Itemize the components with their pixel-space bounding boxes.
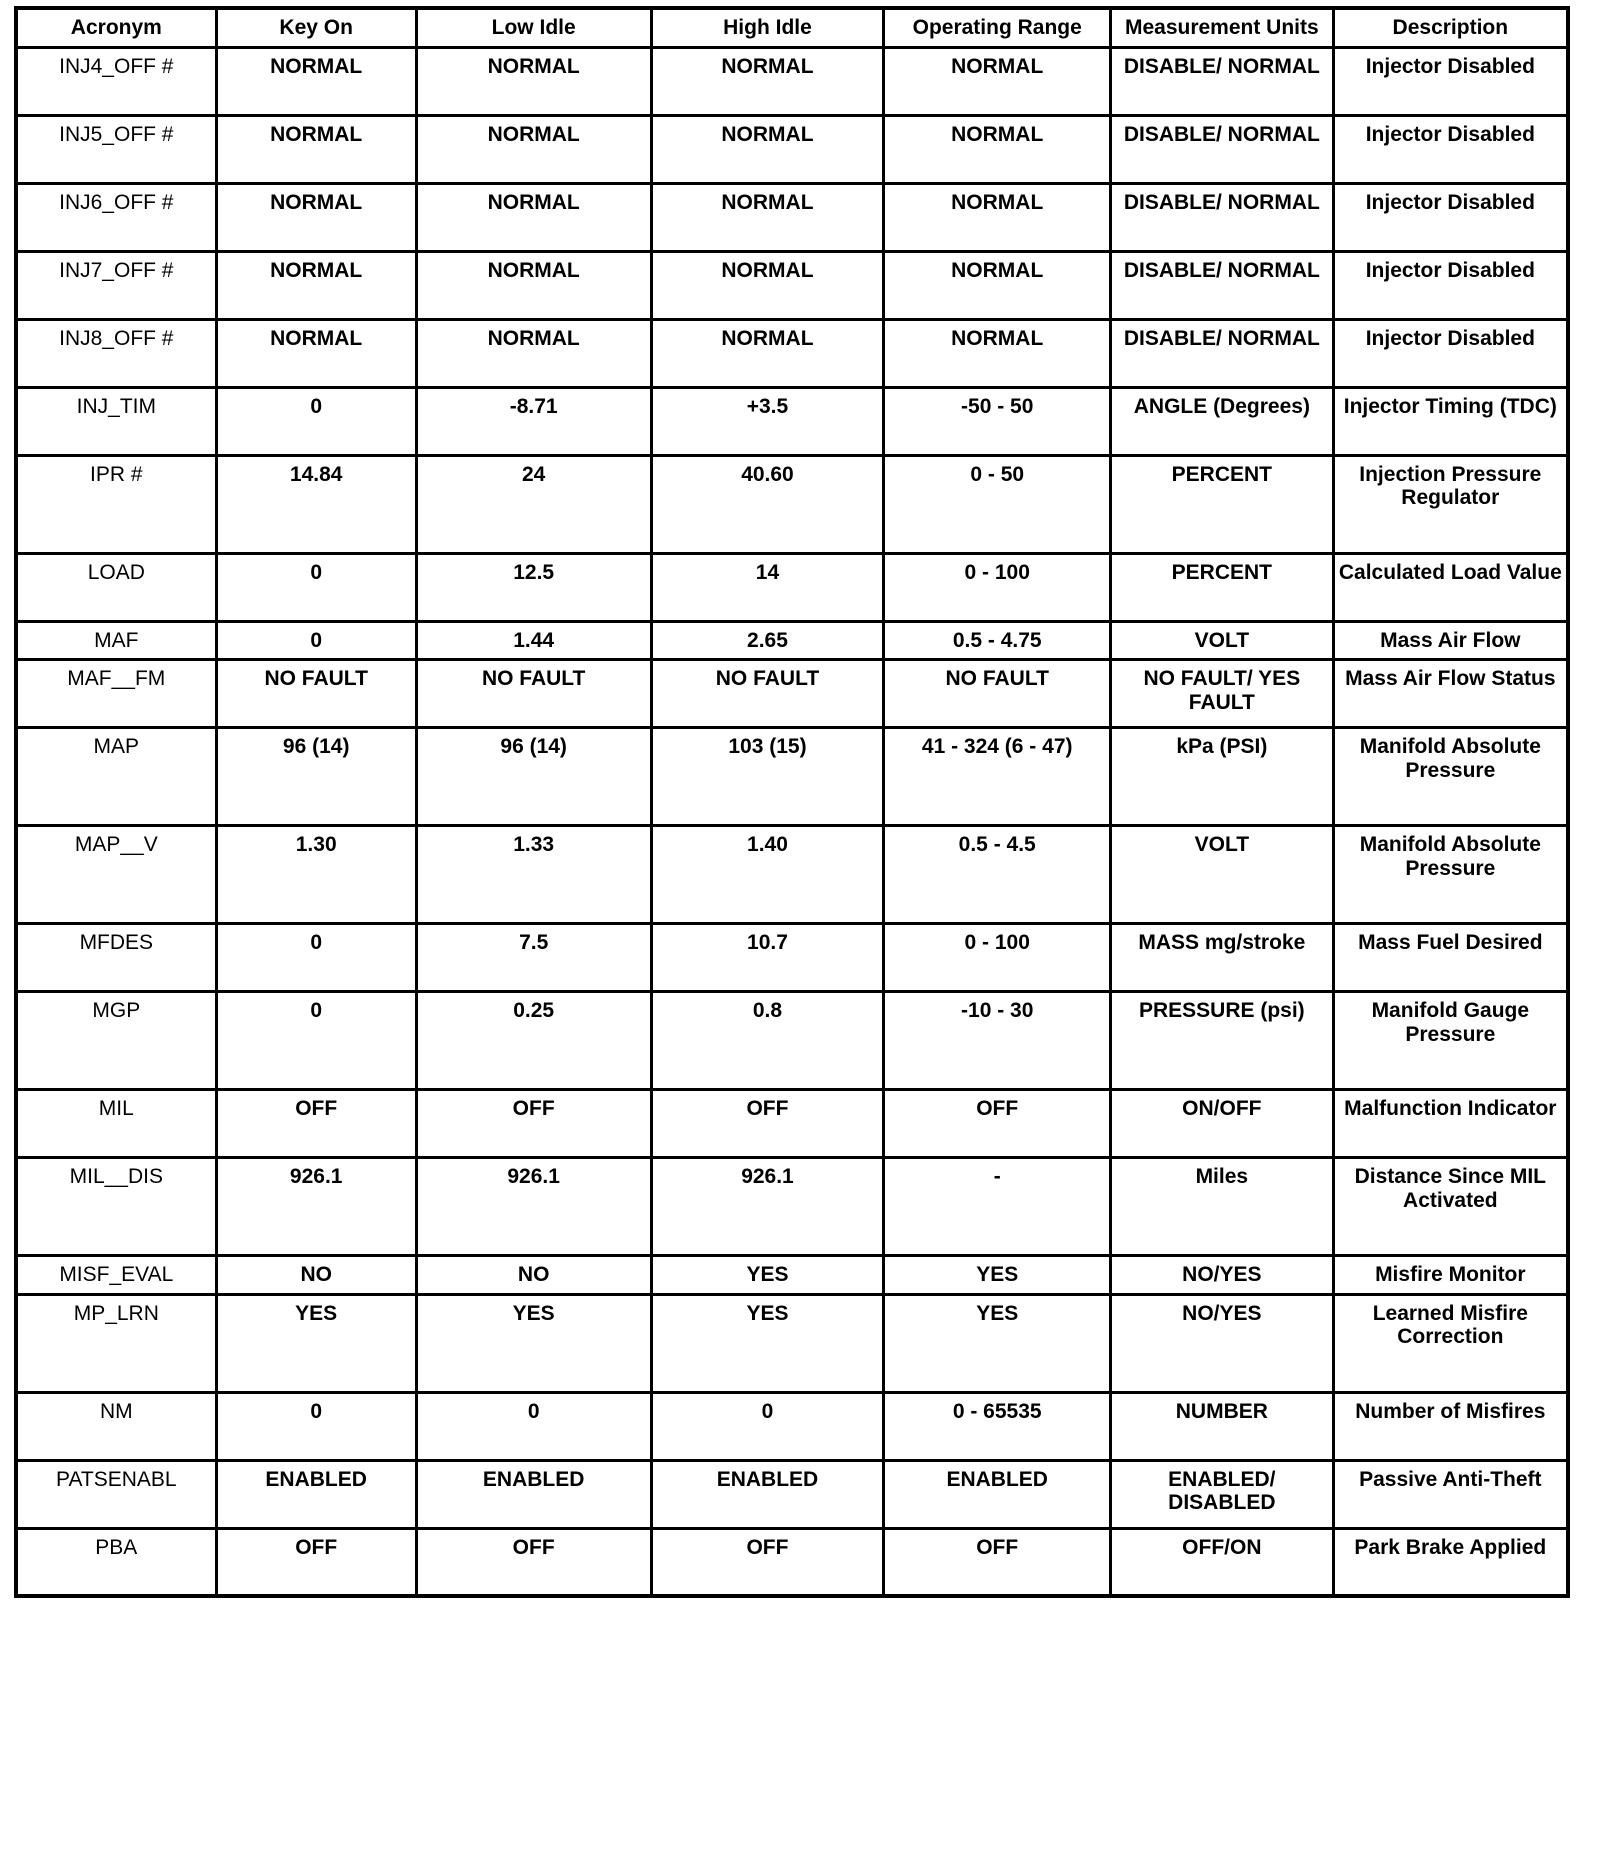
table-row [16, 1528, 1568, 1596]
table-row [16, 319, 1568, 387]
cell-high-idle: 103 (15) [651, 728, 884, 826]
cell-low-idle: 1.33 [416, 826, 651, 924]
cell-measurement-units: PERCENT [1111, 553, 1334, 621]
cell-key-on: 0 [216, 553, 416, 621]
cell-high-idle: 1.40 [651, 826, 884, 924]
cell-operating-range: 0.5 - 4.75 [884, 621, 1111, 660]
table-row [16, 621, 1568, 660]
cell-acronym: IPR # [16, 455, 216, 553]
table-row [16, 115, 1568, 183]
table-header [16, 8, 1568, 47]
table-row [16, 553, 1568, 621]
cell-acronym: INJ5_OFF # [16, 115, 216, 183]
column-header-measurement-units: Measurement Units [1111, 8, 1334, 47]
cell-acronym: MGP [16, 992, 216, 1090]
table-row [16, 1392, 1568, 1460]
cell-description: Injector Disabled [1333, 115, 1568, 183]
cell-operating-range: -50 - 50 [884, 387, 1111, 455]
cell-measurement-units: kPa (PSI) [1111, 728, 1334, 826]
cell-high-idle: YES [651, 1294, 884, 1392]
cell-operating-range: OFF [884, 1528, 1111, 1596]
cell-acronym: MIL__DIS [16, 1158, 216, 1256]
column-header-high-idle: High Idle [651, 8, 884, 47]
cell-measurement-units: Miles [1111, 1158, 1334, 1256]
cell-operating-range: NORMAL [884, 251, 1111, 319]
cell-measurement-units: DISABLE/ NORMAL [1111, 183, 1334, 251]
cell-key-on: NO [216, 1256, 416, 1295]
cell-acronym: INJ_TIM [16, 387, 216, 455]
cell-description: Learned Misfire Correction [1333, 1294, 1568, 1392]
cell-operating-range: NORMAL [884, 115, 1111, 183]
cell-acronym: MISF_EVAL [16, 1256, 216, 1295]
cell-low-idle: 12.5 [416, 553, 651, 621]
cell-high-idle: NORMAL [651, 251, 884, 319]
cell-description: Injector Disabled [1333, 319, 1568, 387]
cell-key-on: NORMAL [216, 251, 416, 319]
cell-measurement-units: VOLT [1111, 621, 1334, 660]
cell-high-idle: ENABLED [651, 1460, 884, 1528]
cell-key-on: 926.1 [216, 1158, 416, 1256]
cell-low-idle: YES [416, 1294, 651, 1392]
cell-description: Injector Disabled [1333, 183, 1568, 251]
cell-operating-range: 0 - 100 [884, 553, 1111, 621]
cell-measurement-units: DISABLE/ NORMAL [1111, 319, 1334, 387]
table-row [16, 1460, 1568, 1528]
cell-acronym: MAF [16, 621, 216, 660]
cell-operating-range: 0 - 65535 [884, 1392, 1111, 1460]
cell-low-idle: NORMAL [416, 183, 651, 251]
cell-high-idle: NORMAL [651, 183, 884, 251]
cell-low-idle: 96 (14) [416, 728, 651, 826]
cell-acronym: NM [16, 1392, 216, 1460]
cell-high-idle: 2.65 [651, 621, 884, 660]
cell-key-on: NORMAL [216, 115, 416, 183]
cell-low-idle: NORMAL [416, 115, 651, 183]
cell-key-on: YES [216, 1294, 416, 1392]
table-row [16, 924, 1568, 992]
cell-key-on: NO FAULT [216, 660, 416, 728]
table-row [16, 251, 1568, 319]
cell-operating-range: 0 - 100 [884, 924, 1111, 992]
cell-high-idle: 0 [651, 1392, 884, 1460]
cell-acronym: MAP [16, 728, 216, 826]
column-header-acronym: Acronym [16, 8, 216, 47]
cell-acronym: LOAD [16, 553, 216, 621]
cell-description: Injection Pressure Regulator [1333, 455, 1568, 553]
cell-key-on: 0 [216, 992, 416, 1090]
cell-low-idle: 7.5 [416, 924, 651, 992]
cell-high-idle: +3.5 [651, 387, 884, 455]
cell-operating-range: NO FAULT [884, 660, 1111, 728]
cell-measurement-units: ANGLE (Degrees) [1111, 387, 1334, 455]
table-row [16, 1090, 1568, 1158]
cell-description: Manifold Absolute Pressure [1333, 728, 1568, 826]
cell-low-idle: 926.1 [416, 1158, 651, 1256]
cell-description: Misfire Monitor [1333, 1256, 1568, 1295]
column-header-low-idle: Low Idle [416, 8, 651, 47]
table-row [16, 1158, 1568, 1256]
cell-high-idle: 40.60 [651, 455, 884, 553]
cell-measurement-units: NUMBER [1111, 1392, 1334, 1460]
cell-description: Manifold Gauge Pressure [1333, 992, 1568, 1090]
cell-operating-range: -10 - 30 [884, 992, 1111, 1090]
cell-measurement-units: DISABLE/ NORMAL [1111, 251, 1334, 319]
cell-operating-range: ENABLED [884, 1460, 1111, 1528]
cell-high-idle: NORMAL [651, 115, 884, 183]
cell-measurement-units: ENABLED/ DISABLED [1111, 1460, 1334, 1528]
cell-acronym: MAF__FM [16, 660, 216, 728]
cell-description: Injector Disabled [1333, 47, 1568, 115]
cell-low-idle: 0.25 [416, 992, 651, 1090]
cell-operating-range: NORMAL [884, 47, 1111, 115]
cell-key-on: OFF [216, 1090, 416, 1158]
cell-low-idle: 24 [416, 455, 651, 553]
cell-high-idle: 926.1 [651, 1158, 884, 1256]
cell-key-on: NORMAL [216, 183, 416, 251]
cell-low-idle: NO FAULT [416, 660, 651, 728]
cell-key-on: ENABLED [216, 1460, 416, 1528]
table-row [16, 387, 1568, 455]
cell-operating-range: 0.5 - 4.5 [884, 826, 1111, 924]
cell-measurement-units: OFF/ON [1111, 1528, 1334, 1596]
cell-measurement-units: NO FAULT/ YES FAULT [1111, 660, 1334, 728]
cell-operating-range: - [884, 1158, 1111, 1256]
cell-operating-range: 0 - 50 [884, 455, 1111, 553]
cell-operating-range: OFF [884, 1090, 1111, 1158]
cell-high-idle: 10.7 [651, 924, 884, 992]
cell-high-idle: 14 [651, 553, 884, 621]
cell-high-idle: YES [651, 1256, 884, 1295]
cell-key-on: 14.84 [216, 455, 416, 553]
table-row [16, 47, 1568, 115]
cell-measurement-units: VOLT [1111, 826, 1334, 924]
cell-description: Mass Fuel Desired [1333, 924, 1568, 992]
cell-acronym: MAP__V [16, 826, 216, 924]
cell-low-idle: 0 [416, 1392, 651, 1460]
cell-measurement-units: NO/YES [1111, 1256, 1334, 1295]
cell-description: Calculated Load Value [1333, 553, 1568, 621]
cell-key-on: 1.30 [216, 826, 416, 924]
cell-high-idle: NORMAL [651, 319, 884, 387]
table-body [16, 47, 1568, 1596]
cell-high-idle: NORMAL [651, 47, 884, 115]
table-row [16, 1294, 1568, 1392]
table-row [16, 455, 1568, 553]
column-header-key-on: Key On [216, 8, 416, 47]
cell-low-idle: -8.71 [416, 387, 651, 455]
cell-low-idle: OFF [416, 1528, 651, 1596]
cell-description: Passive Anti-Theft [1333, 1460, 1568, 1528]
cell-key-on: 96 (14) [216, 728, 416, 826]
cell-low-idle: 1.44 [416, 621, 651, 660]
cell-low-idle: ENABLED [416, 1460, 651, 1528]
table-row [16, 728, 1568, 826]
column-header-operating-range: Operating Range [884, 8, 1111, 47]
table-row [16, 1256, 1568, 1295]
cell-description: Malfunction Indicator [1333, 1090, 1568, 1158]
cell-key-on: OFF [216, 1528, 416, 1596]
cell-high-idle: 0.8 [651, 992, 884, 1090]
cell-key-on: 0 [216, 387, 416, 455]
table-row [16, 826, 1568, 924]
cell-measurement-units: DISABLE/ NORMAL [1111, 115, 1334, 183]
cell-high-idle: NO FAULT [651, 660, 884, 728]
cell-low-idle: NORMAL [416, 251, 651, 319]
cell-acronym: PBA [16, 1528, 216, 1596]
cell-operating-range: NORMAL [884, 319, 1111, 387]
cell-low-idle: NO [416, 1256, 651, 1295]
cell-low-idle: OFF [416, 1090, 651, 1158]
cell-operating-range: 41 - 324 (6 - 47) [884, 728, 1111, 826]
cell-acronym: INJ8_OFF # [16, 319, 216, 387]
cell-description: Injector Timing (TDC) [1333, 387, 1568, 455]
cell-operating-range: YES [884, 1294, 1111, 1392]
cell-description: Number of Misfires [1333, 1392, 1568, 1460]
cell-description: Injector Disabled [1333, 251, 1568, 319]
cell-high-idle: OFF [651, 1528, 884, 1596]
cell-acronym: INJ4_OFF # [16, 47, 216, 115]
cell-description: Mass Air Flow Status [1333, 660, 1568, 728]
cell-acronym: INJ7_OFF # [16, 251, 216, 319]
table-row [16, 992, 1568, 1090]
cell-operating-range: YES [884, 1256, 1111, 1295]
column-header-description: Description [1333, 8, 1568, 47]
cell-key-on: 0 [216, 1392, 416, 1460]
cell-acronym: INJ6_OFF # [16, 183, 216, 251]
cell-measurement-units: PRESSURE (psi) [1111, 992, 1334, 1090]
cell-measurement-units: DISABLE/ NORMAL [1111, 47, 1334, 115]
cell-description: Mass Air Flow [1333, 621, 1568, 660]
parameter-table [14, 6, 1570, 1598]
cell-description: Manifold Absolute Pressure [1333, 826, 1568, 924]
cell-measurement-units: ON/OFF [1111, 1090, 1334, 1158]
cell-low-idle: NORMAL [416, 319, 651, 387]
cell-description: Distance Since MIL Activated [1333, 1158, 1568, 1256]
cell-acronym: MP_LRN [16, 1294, 216, 1392]
cell-high-idle: OFF [651, 1090, 884, 1158]
cell-measurement-units: NO/YES [1111, 1294, 1334, 1392]
cell-acronym: MFDES [16, 924, 216, 992]
cell-description: Park Brake Applied [1333, 1528, 1568, 1596]
cell-operating-range: NORMAL [884, 183, 1111, 251]
cell-key-on: 0 [216, 621, 416, 660]
cell-key-on: NORMAL [216, 47, 416, 115]
table-header-row [16, 8, 1568, 47]
cell-key-on: NORMAL [216, 319, 416, 387]
cell-measurement-units: MASS mg/stroke [1111, 924, 1334, 992]
cell-acronym: MIL [16, 1090, 216, 1158]
cell-key-on: 0 [216, 924, 416, 992]
table-row [16, 660, 1568, 728]
table-row [16, 183, 1568, 251]
cell-measurement-units: PERCENT [1111, 455, 1334, 553]
cell-low-idle: NORMAL [416, 47, 651, 115]
cell-acronym: PATSENABL [16, 1460, 216, 1528]
